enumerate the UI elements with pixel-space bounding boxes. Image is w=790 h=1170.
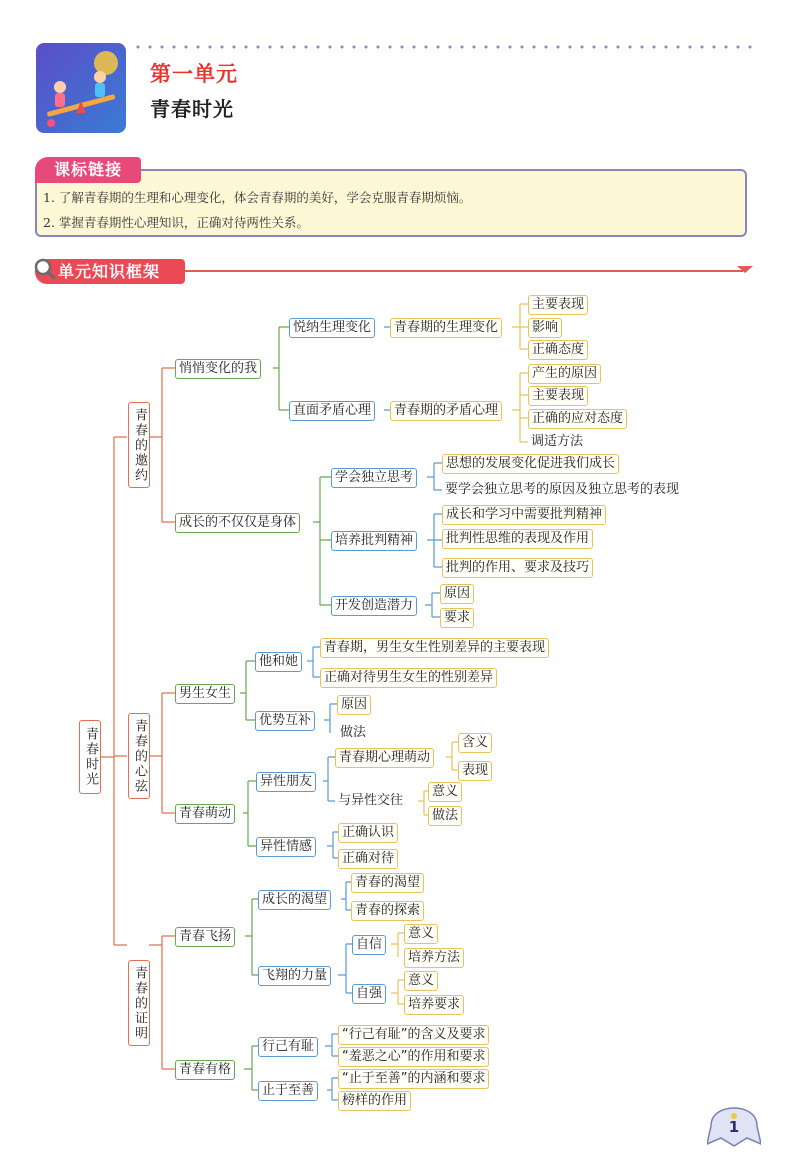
- l4-node: 青春期的生理变化: [390, 318, 502, 338]
- l4-node: 做法: [340, 725, 367, 740]
- l3-node: 培养批判精神: [331, 531, 417, 551]
- l4-node: 成长和学习中需要批判精神: [442, 505, 606, 525]
- curriculum-line-2: 2. 掌握青春期性心理知识，正确对待两性关系。: [43, 215, 309, 230]
- l2-node: 悄悄变化的我: [175, 359, 261, 379]
- l5-node: 培养方法: [404, 948, 464, 968]
- l1-node-youth-invitation: 青春的邀约: [128, 402, 150, 488]
- l4-node: 青春期，男生女生性别差异的主要表现: [320, 638, 549, 658]
- l4-node: 榜样的作用: [338, 1091, 411, 1111]
- l4-node: 原因: [337, 695, 371, 715]
- l3-node: 飞翔的力量: [258, 966, 331, 986]
- l1-node-youth-heartstrings: 青春的心弦: [128, 713, 150, 799]
- l5-node: 影响: [528, 318, 562, 338]
- l4-node: 要求: [440, 608, 474, 628]
- l4-node: 要学会独立思考的原因及独立思考的表现: [445, 482, 680, 497]
- l3-node: 行己有耻: [258, 1037, 318, 1057]
- l5-node: 含义: [458, 733, 492, 753]
- l3-node: 他和她: [255, 652, 302, 672]
- l5-node: 意义: [404, 971, 438, 991]
- page-number: 1: [728, 1118, 740, 1136]
- l4-node: 批判的作用、要求及技巧: [442, 558, 593, 578]
- l4-node: 正确对待: [338, 849, 398, 869]
- l5-node: 做法: [428, 806, 462, 826]
- l3-node: 异性情感: [256, 837, 316, 857]
- l3-node: 直面矛盾心理: [289, 401, 375, 421]
- l5-node: 表现: [458, 761, 492, 781]
- l5-node: 正确态度: [528, 340, 588, 360]
- l4-node: 自信: [352, 935, 386, 955]
- l4-node: “行己有耻”的含义及要求: [338, 1025, 489, 1045]
- curriculum-link-tag: 课标链接: [35, 157, 141, 183]
- section-title: 单元知识框架: [58, 262, 161, 281]
- l4-node: “羞恶之心”的作用和要求: [338, 1047, 489, 1067]
- l3-node: 开发创造潜力: [331, 596, 417, 616]
- l3-node: 止于至善: [258, 1081, 318, 1101]
- l3-node: 成长的渴望: [258, 890, 331, 910]
- l5-node: 意义: [428, 782, 462, 802]
- l2-node: 男生女生: [175, 684, 235, 704]
- l4-node: 青春的探索: [351, 901, 424, 921]
- l5-node: 意义: [404, 924, 438, 944]
- l4-node: 与异性交往: [338, 793, 404, 808]
- l4-node: 原因: [440, 584, 474, 604]
- l4-node: 正确认识: [338, 823, 398, 843]
- l3-node: 悦纳生理变化: [289, 318, 375, 338]
- unit-number: 第一单元: [150, 62, 238, 86]
- l4-node: 思想的发展变化促进我们成长: [442, 454, 619, 474]
- l4-node: 青春的渴望: [351, 873, 424, 893]
- l4-node: 青春期的矛盾心理: [390, 401, 502, 421]
- l2-node: 青春萌动: [175, 804, 235, 824]
- l3-node: 学会独立思考: [331, 468, 417, 488]
- l2-node: 青春飞扬: [175, 927, 235, 947]
- l4-node: 正确对待男生女生的性别差异: [320, 668, 497, 688]
- l5-node: 正确的应对态度: [528, 409, 627, 429]
- l5-node: 培养要求: [404, 995, 464, 1015]
- l3-node: 优势互补: [255, 711, 315, 731]
- l4-node: 批判性思维的表现及作用: [442, 529, 593, 549]
- mindmap-root: 青春时光: [79, 720, 101, 794]
- page-badge-icon: [707, 1104, 761, 1148]
- curriculum-line-1: 1. 了解青春期的生理和心理变化，体会青春期的美好，学会克服青春期烦恼。: [43, 190, 472, 205]
- l5-node: 产生的原因: [528, 364, 601, 384]
- l4-node: “止于至善”的内涵和要求: [338, 1069, 489, 1089]
- l5-node: 主要表现: [528, 295, 588, 315]
- l4-node: 青春期心理萌动: [335, 748, 434, 768]
- l4-node: 自强: [352, 984, 386, 1004]
- unit-title: 青春时光: [150, 97, 234, 121]
- l5-node: 调适方法: [531, 434, 584, 449]
- l5-node: 主要表现: [528, 386, 588, 406]
- l1-node-youth-proof: 青春的证明: [128, 960, 150, 1046]
- l2-node: 青春有格: [175, 1060, 235, 1080]
- l3-node: 异性朋友: [256, 772, 316, 792]
- l2-node: 成长的不仅仅是身体: [175, 513, 300, 533]
